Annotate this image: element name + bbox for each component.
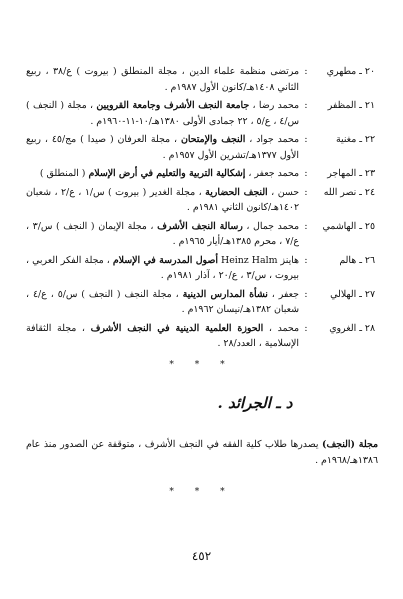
reference-colon: : xyxy=(304,254,308,266)
reference-colon: : xyxy=(304,288,308,300)
reference-colon: : xyxy=(304,220,308,232)
reference-body xyxy=(26,64,299,95)
reference-body xyxy=(26,185,299,216)
reference-title: الحوزة العلمية الدينية في النجف الأشرف xyxy=(90,322,264,334)
reference-entry xyxy=(26,287,375,318)
reference-author: ٢٤ ـ نصر الله xyxy=(323,186,375,198)
reference-text: ، مجلة العرفان ( صيدا ) مج/٤٥ ، ربيع الأول ١٣٧٧هـ/تشرين الأول ١٩٥٧م . xyxy=(26,134,299,161)
reference-text: مرتضى منظمة علماء الدين ، مجلة المنطلق ( بيروت ) ع/٣٨ ، ربيع الثاني ١٤٠٨هـ/كانون الأول ١٩٨٧م . xyxy=(26,66,299,93)
reference-title: النجف والإمتحان xyxy=(180,134,246,145)
reference-entry xyxy=(26,219,375,250)
reference-text: محمد جعفر ، xyxy=(245,168,299,179)
reference-author: ٢٨ ـ الغروي xyxy=(329,322,375,334)
reference-text: ، مجلة الثقافة الإسلامية ، العدد/٢٨ . xyxy=(26,322,299,349)
reference-author: ٢٣ ـ المهاجر xyxy=(327,168,375,179)
reference-title: جامعة النجف الأشرف وجامعة القرويين xyxy=(96,100,250,111)
reference-body xyxy=(26,98,299,129)
reference-entry xyxy=(26,185,375,216)
reference-body xyxy=(26,287,299,318)
reference-colon: : xyxy=(304,100,308,111)
section-heading: د ـ الجرائد . xyxy=(217,394,293,412)
reference-colon: : xyxy=(304,66,308,77)
reference-author: ٢٦ ـ هالم xyxy=(339,254,375,266)
reference-author: ٢٥ ـ الهاشمي xyxy=(322,220,375,232)
reference-colon: : xyxy=(304,134,308,145)
journal-entry xyxy=(26,437,378,468)
reference-title: النجف الحضارية xyxy=(205,186,268,198)
journal-description: يصدرها طلاب كلية الفقه في النجف الأشرف ، متوقفة عن الصدور منذ عام ١٣٨٦هـ/١٩٦٨م . xyxy=(26,439,378,466)
reference-entry xyxy=(26,166,375,182)
reference-text: جعفر ، xyxy=(267,288,299,300)
reference-text: محمد جمال ، xyxy=(242,220,299,232)
reference-title: نشأة المدارس الدينية xyxy=(182,288,268,300)
reference-text: ، مجلة ( النجف ) س/٤ ، ع/٥ ، ٢٢ جمادى الأولى ١٣٨٠هـ/١٠-١١-١٩٦٠م . xyxy=(26,100,299,127)
reference-entry xyxy=(26,253,375,284)
reference-body xyxy=(26,253,299,284)
journal-title: مجلة (النجف) xyxy=(322,439,378,450)
reference-entry xyxy=(26,98,375,129)
reference-body xyxy=(26,132,299,163)
references-list xyxy=(26,64,375,355)
reference-title: إشكالية التربية والتعليم في أرض الإسلام xyxy=(88,168,246,179)
separator-stars: * * * xyxy=(169,360,234,370)
reference-text: محمد ، xyxy=(263,322,299,334)
reference-text: ، مجلة الغدير ( بيروت ) س/١ ، ع/٢ ، شعبان ١٤٠٢هـ/كانون الثاني ١٩٨١م . xyxy=(26,186,299,213)
reference-author: ٢٠ ـ مطهري xyxy=(326,66,375,77)
separator-stars-bottom: * * * xyxy=(169,487,234,497)
reference-body xyxy=(26,321,299,352)
reference-entry xyxy=(26,64,375,95)
reference-body xyxy=(26,166,299,182)
page-number: ٤٥٢ xyxy=(191,549,212,563)
reference-text: ( المنطلق ) xyxy=(39,168,89,179)
reference-body xyxy=(26,219,299,250)
reference-author: ٢١ ـ المظفر xyxy=(327,100,375,111)
reference-text: ، مجلة الإيمان ( النجف ) س/٣ ، ع/٧ ، محرم ١٣٨٥هـ/أيار ١٩٦٥م . xyxy=(26,220,299,247)
reference-text: محمد جواد ، xyxy=(245,134,299,145)
reference-text: ، مجلة الفكر العربي ، بيروت ، س/٣ ، ع/٢٠ ، آذار ١٩٨١م . xyxy=(26,254,299,281)
reference-title: رسالة النجف الأشرف xyxy=(157,220,243,232)
reference-colon: : xyxy=(304,322,308,334)
reference-author: ٢٧ ـ الهلالي xyxy=(330,288,375,300)
reference-text: هاينز Heinz Halm xyxy=(217,254,299,266)
reference-author: ٢٢ ـ مغنية xyxy=(335,134,375,145)
reference-title: أصول المدرسة في الإسلام xyxy=(112,254,218,266)
reference-text: حسن ، xyxy=(267,186,299,198)
reference-colon: : xyxy=(304,168,308,179)
reference-text: ، مجلة النجف ( النجف ) س/٥ ، ع/٤ ، شعبان ١٣٨٢هـ/نيسان ١٩٦٢م . xyxy=(26,288,299,315)
reference-entry xyxy=(26,321,375,352)
reference-colon: : xyxy=(304,186,308,198)
reference-entry xyxy=(26,132,375,163)
reference-text: محمد رضا ، xyxy=(249,100,299,111)
